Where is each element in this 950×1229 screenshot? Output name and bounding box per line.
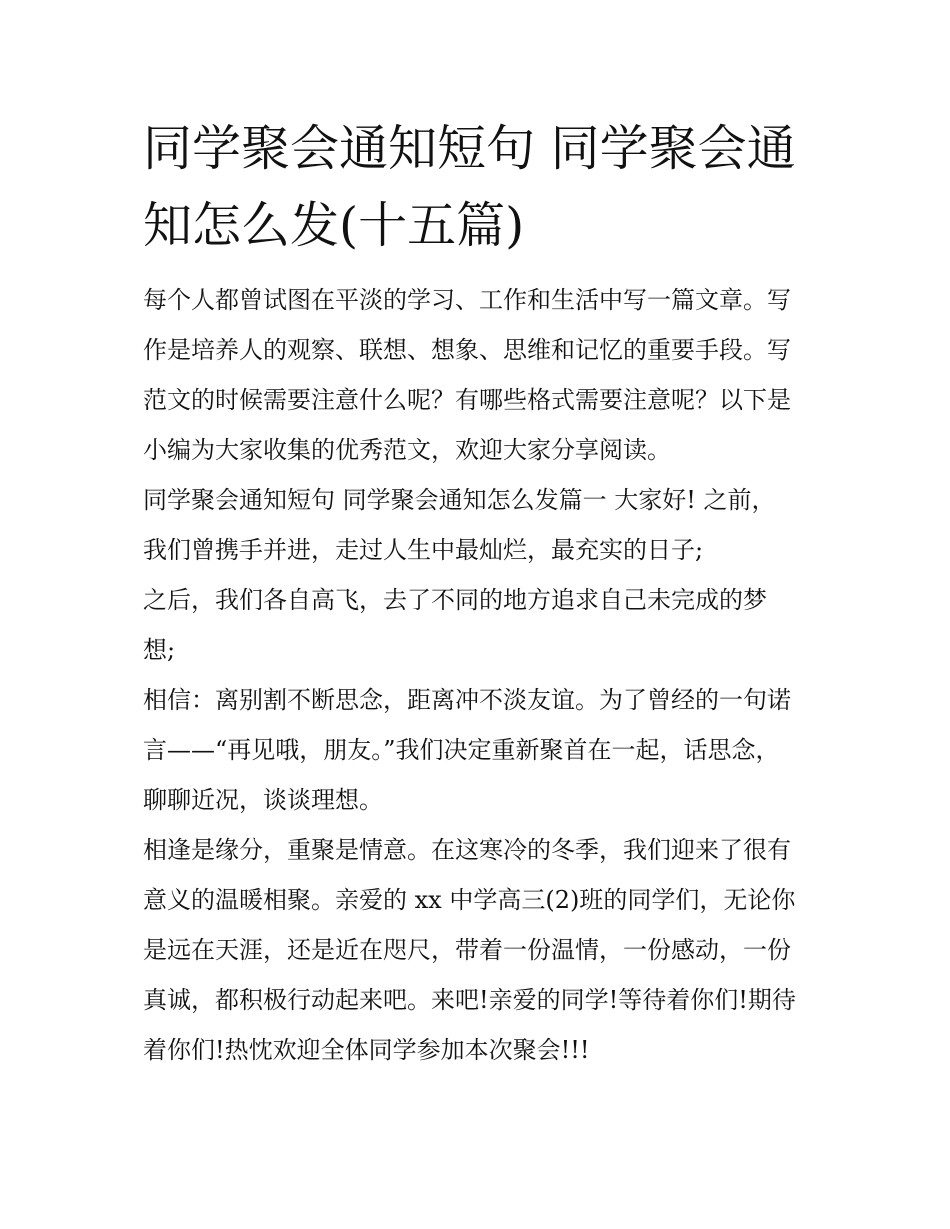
text-line: 小编为大家收集的优秀范文，欢迎大家分享阅读。	[143, 436, 671, 464]
document-title	[143, 110, 823, 264]
text-line: 言——“再见哦，朋友。”我们决定重新聚首在一起，话思念，	[143, 736, 780, 764]
document-body	[143, 280, 815, 1070]
text-line: 作是培养人的观察、联想、想象、思维和记忆的重要手段。写	[143, 336, 791, 364]
text-line: 想;	[143, 636, 176, 664]
paragraph-1	[143, 530, 815, 570]
text-line: 着你们!热忱欢迎全体同学参加本次聚会!!!	[143, 1036, 590, 1064]
text-line: 之后，我们各自高飞，去了不同的地方追求自己未完成的梦	[143, 586, 767, 614]
text-line: 范文的时候需要注意什么呢？有哪些格式需要注意呢？以下是	[143, 386, 791, 414]
text-line: 相信：离别割不断思念，距离冲不淡友谊。为了曾经的一句诺	[143, 686, 791, 714]
section-heading-line: 同学聚会通知短句 同学聚会通知怎么发篇一 大家好! 之前，	[143, 486, 776, 514]
text-line: 我们曾携手并进，走过人生中最灿烂，最充实的日子;	[143, 536, 704, 564]
text-line: 聊聊近况，谈谈理想。	[143, 786, 383, 814]
paragraph-3	[143, 680, 815, 820]
text-line: 真诚，都积极行动起来吧。来吧!亲爱的同学!等待着你们!期待	[143, 986, 796, 1014]
text-line: 相逢是缘分，重聚是情意。在这寒冷的冬季，我们迎来了很有	[143, 836, 791, 864]
paragraph-4	[143, 830, 815, 1070]
section-heading-paragraph	[143, 480, 815, 520]
title-line: 知怎么发(十五篇)	[143, 197, 525, 254]
text-line: 意义的温暖相聚。亲爱的 xx 中学高三(2)班的同学们，无论你	[143, 886, 796, 914]
intro-paragraph	[143, 280, 815, 470]
paragraph-2	[143, 580, 815, 670]
title-line: 同学聚会通知短句 同学聚会通	[143, 120, 796, 177]
text-line: 每个人都曾试图在平淡的学习、工作和生活中写一篇文章。写	[143, 286, 791, 314]
text-line: 是远在天涯，还是近在咫尺，带着一份温情，一份感动，一份	[143, 936, 791, 964]
